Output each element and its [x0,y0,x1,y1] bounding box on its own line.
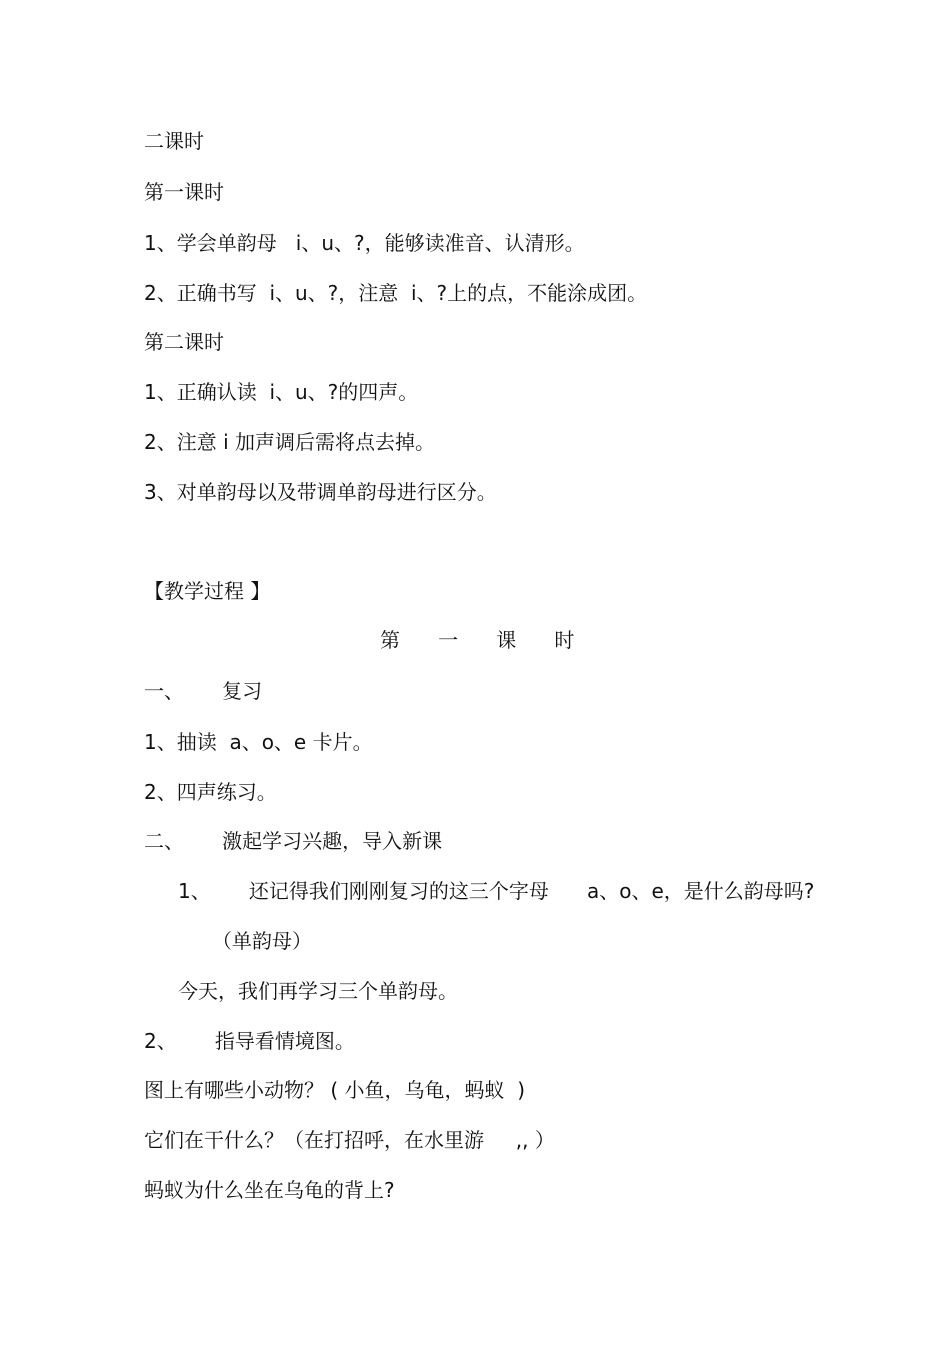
paragraph: 今天，我们再学习三个单韵母。 [178,979,458,1003]
centered-lesson-title: 第 一 课 时 [380,628,575,652]
step-item: 1、 还记得我们刚刚复习的这三个字母 a、o、e，是什么韵母吗? [178,879,815,903]
objective-item: 3、对单韵母以及带调单韵母进行区分。 [144,480,497,504]
step-heading: 二、 激起学习兴趣，导入新课 [144,829,443,853]
question: 它们在干什么？（在打招呼，在水里游 ,, ） [144,1128,555,1152]
step-item: 2、四声练习。 [144,780,277,804]
objective-item: 2、正确书写 i、u、?，注意 i、?上的点，不能涂成团。 [144,281,648,305]
answer-note: （单韵母） [212,929,312,953]
objective-item: 1、正确认读 i、u、?的四声。 [144,380,419,404]
objective-item: 2、注意 i 加声调后需将点去掉。 [144,430,435,454]
lesson-heading-first: 第一课时 [144,180,224,204]
objective-item: 1、学会单韵母 i、u、?，能够读准音、认清形。 [144,231,585,255]
teaching-process-heading: 【教学过程 】 [144,579,271,603]
question: 蚂蚁为什么坐在乌龟的背上? [144,1178,395,1202]
step-item: 2、 指导看情境图。 [144,1029,355,1053]
question: 图上有哪些小动物？ ( 小鱼，乌龟，蚂蚁 ) [144,1078,526,1102]
lesson-heading-second: 第二课时 [144,330,224,354]
step-item: 1、抽读 a、o、e 卡片。 [144,730,373,754]
section-heading: 二课时 [144,129,204,153]
step-heading: 一、 复习 [144,679,263,703]
